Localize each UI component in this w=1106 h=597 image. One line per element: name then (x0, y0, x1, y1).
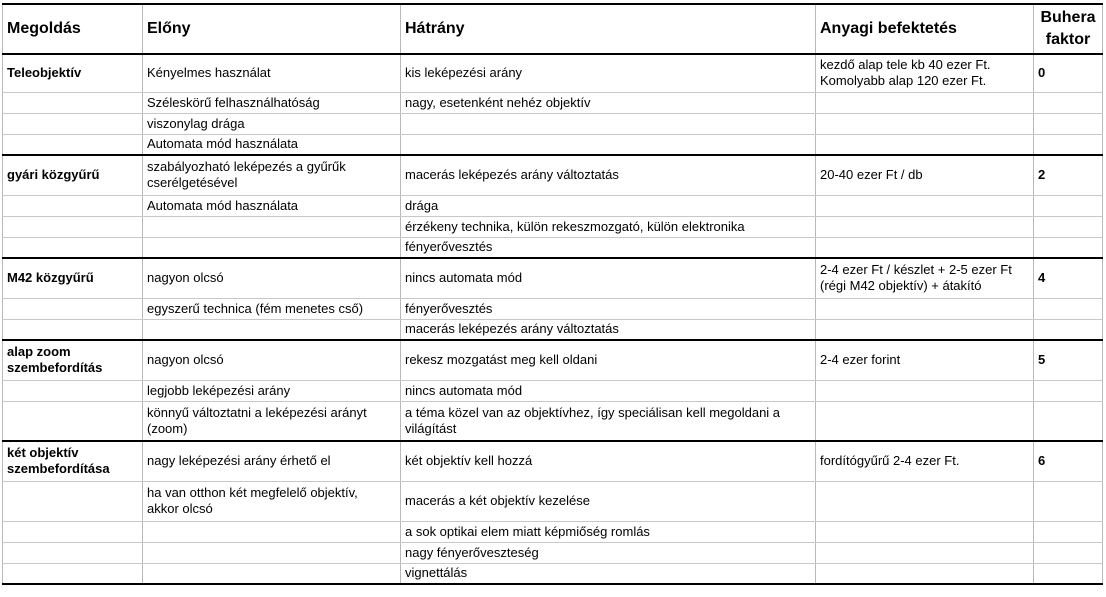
solution-cell: M42 közgyűrű (3, 258, 143, 298)
table-row (3, 237, 1103, 258)
solution-cell: gyári közgyűrű (3, 155, 143, 195)
con-cell: a sok optikai elem miatt képmiőség romlás (401, 521, 816, 542)
con-cell: macerás leképezés arány változtatás (401, 155, 816, 195)
pro-line: könnyű változtatni a leképezési arányt (147, 404, 367, 420)
table-row (3, 319, 1103, 340)
con-cell: érzékeny technika, külön rekeszmozgató, külön elektronika (401, 216, 816, 237)
solution-cell (3, 298, 143, 319)
factor-cell (1034, 319, 1103, 340)
table-row (3, 481, 1103, 521)
con-cell (401, 401, 816, 441)
con-cell: kis leképezési arány (401, 54, 816, 92)
con-cell: nagy, esetenként nehéz objektív (401, 92, 816, 113)
cost-cell: 20-40 ezer Ft / db (816, 155, 1034, 195)
cost-cell (816, 92, 1034, 113)
factor-cell (1034, 521, 1103, 542)
factor-cell: 0 (1034, 54, 1103, 92)
con-cell: rekesz mozgatást meg kell oldani (401, 340, 816, 380)
table-row (3, 54, 1103, 92)
factor-cell (1034, 298, 1103, 319)
con-cell: fényerővesztés (401, 237, 816, 258)
pro-cell: viszonylag drága (143, 113, 401, 134)
header-factor-line1: Buhera (1040, 9, 1096, 26)
solution-cell (3, 481, 143, 521)
solution-cell (3, 563, 143, 584)
cost-cell: fordítógyűrű 2-4 ezer Ft. (816, 441, 1034, 481)
cost-cell (816, 54, 1034, 92)
factor-cell (1034, 113, 1103, 134)
cost-cell (816, 298, 1034, 319)
con-cell: drága (401, 195, 816, 216)
pro-cell: legjobb leképezési arány (143, 380, 401, 401)
pro-cell: nagyon olcsó (143, 258, 401, 298)
con-cell: két objektív kell hozzá (401, 441, 816, 481)
cost-cell: 2-4 ezer forint (816, 340, 1034, 380)
factor-cell (1034, 92, 1103, 113)
cost-cell (816, 401, 1034, 441)
header-row (3, 4, 1103, 54)
solution-cell (3, 441, 143, 481)
con-line: világítást (405, 420, 457, 436)
solution-line: szembefordítás (7, 360, 103, 376)
solution-cell (3, 134, 143, 155)
pro-line: (zoom) (147, 420, 188, 436)
cost-cell (816, 521, 1034, 542)
cost-cell (816, 134, 1034, 155)
pro-cell: egyszerű technica (fém menetes cső) (143, 298, 401, 319)
table-row (3, 441, 1103, 481)
cost-cell (816, 481, 1034, 521)
table-row (3, 340, 1103, 380)
cost-line: kezdő alap tele kb 40 ezer Ft. (820, 57, 991, 73)
solution-cell (3, 113, 143, 134)
cost-cell (816, 113, 1034, 134)
pro-cell: nagyon olcsó (143, 340, 401, 380)
con-line: a téma közel van az objektívhez, így speciálisan kell megoldani a (405, 404, 781, 420)
cost-cell (816, 216, 1034, 237)
solution-cell (3, 380, 143, 401)
factor-cell (1034, 237, 1103, 258)
table-row (3, 134, 1103, 155)
table-row (3, 113, 1103, 134)
con-cell: vignettálás (401, 563, 816, 584)
pro-cell: Kényelmes használat (143, 54, 401, 92)
pro-cell (143, 563, 401, 584)
pro-cell: Automata mód használata (143, 134, 401, 155)
factor-cell (1034, 134, 1103, 155)
cost-cell (816, 563, 1034, 584)
table-row (3, 258, 1103, 298)
cost-cell (816, 319, 1034, 340)
pro-line: akkor olcsó (147, 501, 213, 516)
cost-cell (816, 258, 1034, 298)
pro-cell (143, 401, 401, 441)
cost-cell (816, 195, 1034, 216)
pro-line: ha van otthon két megfelelő objektív, (147, 485, 358, 500)
factor-cell: 5 (1034, 340, 1103, 380)
solution-cell (3, 319, 143, 340)
table-row (3, 92, 1103, 113)
factor-cell (1034, 401, 1103, 441)
pro-cell (143, 155, 401, 195)
table-row (3, 542, 1103, 563)
header-factor-line2: faktor (1045, 31, 1091, 48)
factor-cell: 6 (1034, 441, 1103, 481)
con-cell (401, 134, 816, 155)
header-pros: Előny (143, 4, 401, 54)
con-cell: nincs automata mód (401, 258, 816, 298)
table-row (3, 380, 1103, 401)
cost-cell (816, 380, 1034, 401)
con-cell (401, 113, 816, 134)
cost-line: 2-4 ezer Ft / készlet + 2-5 ezer Ft (820, 262, 1012, 278)
solution-cell (3, 542, 143, 563)
comparison-table (2, 3, 1103, 585)
solution-cell (3, 92, 143, 113)
factor-cell (1034, 216, 1103, 237)
factor-cell: 2 (1034, 155, 1103, 195)
pro-cell (143, 542, 401, 563)
pro-cell (143, 216, 401, 237)
factor-cell (1034, 195, 1103, 216)
solution-cell (3, 340, 143, 380)
header-cons: Hátrány (401, 4, 816, 54)
solution-cell: Teleobjektív (3, 54, 143, 92)
factor-cell (1034, 380, 1103, 401)
con-cell: macerás leképezés arány változtatás (401, 319, 816, 340)
solution-cell (3, 195, 143, 216)
solution-line: két objektív (7, 445, 79, 461)
table-row (3, 155, 1103, 195)
cost-line: Komolyabb alap 120 ezer Ft. (820, 73, 987, 89)
table-row (3, 521, 1103, 542)
pro-cell (143, 319, 401, 340)
table-row (3, 298, 1103, 319)
solution-cell (3, 237, 143, 258)
con-cell: nincs automata mód (401, 380, 816, 401)
solution-line: szembefordítása (7, 461, 110, 477)
solution-cell (3, 216, 143, 237)
table-row (3, 216, 1103, 237)
con-cell: macerás a két objektív kezelése (401, 481, 816, 521)
pro-cell (143, 521, 401, 542)
table-row (3, 563, 1103, 584)
factor-cell (1034, 542, 1103, 563)
table-row (3, 401, 1103, 441)
pro-cell: Automata mód használata (143, 195, 401, 216)
pro-cell: nagy leképezési arány érhető el (143, 441, 401, 481)
factor-cell: 4 (1034, 258, 1103, 298)
solution-cell (3, 401, 143, 441)
cost-cell (816, 542, 1034, 563)
cost-line: (régi M42 objektív) + átakító (820, 278, 982, 294)
pro-cell: Széleskörű felhasználhatóság (143, 92, 401, 113)
solution-cell (3, 521, 143, 542)
pro-line: cserélgetésével (147, 175, 238, 191)
header-cost: Anyagi befektetés (816, 4, 1034, 54)
table-row (3, 195, 1103, 216)
pro-cell (143, 237, 401, 258)
con-cell: fényerővesztés (401, 298, 816, 319)
cost-cell (816, 237, 1034, 258)
pro-line: szabályozható leképezés a gyűrűk (147, 159, 346, 175)
pro-cell (143, 481, 401, 521)
solution-line: alap zoom (7, 344, 71, 360)
con-cell: nagy fényerőveszteség (401, 542, 816, 563)
factor-cell (1034, 563, 1103, 584)
factor-cell (1034, 481, 1103, 521)
header-solution: Megoldás (3, 4, 143, 54)
header-factor (1034, 4, 1103, 54)
